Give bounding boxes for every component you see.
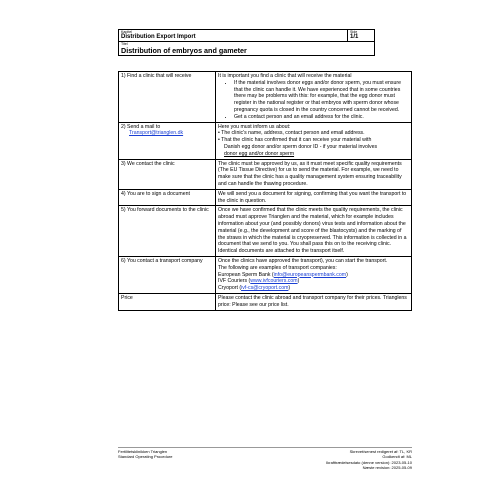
transport-company: [218, 278, 409, 285]
footer-left: [118, 449, 172, 460]
table-row: [119, 293, 412, 310]
description-cell: We will send you a document for signing, confirming that you want the transport to the clinic in question.: [216, 189, 412, 206]
list-item: • Get a contact person and an email address for the clinic.: [234, 114, 409, 121]
description-line: • That the clinic has confirmed that it can receive your material with: [218, 137, 372, 144]
description-cell: [216, 256, 412, 293]
description-line: Danish egg donor and/or sperm donor ID - if your material involves: [224, 143, 378, 150]
company-name: European Sperm Bank (: [218, 271, 274, 278]
document-title: Distribution of embryos and gameter: [121, 46, 247, 55]
table-row: [119, 189, 412, 206]
description-cell: Once we have confirmed that the clinic meets the quality requirements, the clinic abroad must approve Trianglen and the material, which for example includes information about your (and possibly donors) virus tests and information about the material (e.g., the development and score of the blastocysts) and the marking of the straws in which the material is cryopreserved. This information is collected in a document that we send to you. You shall pass this on to the receiving clinic. Identical documents are attached to the transport itself.: [216, 206, 412, 257]
company-name: IVF Couriers (: [218, 278, 251, 285]
company-paren: ): [346, 271, 348, 278]
step-text: 2) Send a mail to: [121, 123, 161, 130]
title-label: Titel: [121, 42, 128, 46]
company-link[interactable]: info@europeanspermbank.com: [273, 271, 347, 278]
step-cell: 5) You forward documents to the clinic: [119, 206, 216, 257]
description-cell: Please contact the clinic abroad and transport company for their prices. Trianglens price: Please see our price list.: [216, 293, 412, 310]
chapter-value: Distribution Export Import: [121, 34, 196, 40]
footer-right: [326, 449, 412, 471]
footer-divider: [118, 447, 412, 448]
footer-approver: Godkendt af: ML: [382, 454, 412, 460]
step-cell: 1) Find a clinic that will receive: [119, 72, 216, 123]
table-row: [119, 122, 412, 159]
page-value: 1/1: [350, 34, 359, 40]
description-cell: The clinic must be approved by us, as it must meet specific quality requirements (The EU Tissue Directive) for us to send the material. For example, we need to make sure that the clinic has a quality management system ensuring traceability and can handle the thawing procedure.: [216, 159, 412, 189]
page-cell: [348, 30, 375, 42]
description-cell: [216, 72, 412, 123]
table-row: [119, 72, 412, 123]
description-line: The following are examples of transport companies:: [218, 264, 337, 271]
description-line: donor egg and/or donor sperm: [224, 150, 295, 157]
document-header: [118, 29, 375, 56]
footer-doc-type: Standard Operating Procedure: [118, 454, 173, 460]
footer-next-revision: Næste revision: 2025-05-09: [362, 465, 412, 471]
company-paren: ): [297, 278, 300, 285]
email-link[interactable]: Transport@trianglen.dk: [129, 130, 184, 137]
title-cell: [119, 42, 375, 56]
table-row: [119, 206, 412, 257]
step-cell: Price: [119, 293, 216, 310]
description-line: Once the clinics have approved the transport), you can start the transport.: [218, 257, 388, 264]
description-intro: It is important you find a clinic that will receive the material: [218, 73, 352, 79]
company-link[interactable]: ivf-cs@cryoport.com: [241, 285, 289, 292]
step-cell: 4) You are to sign a document: [119, 189, 216, 206]
bullet-list: [218, 80, 409, 121]
description-line: Here you must inform us about:: [218, 123, 291, 130]
chapter-label: Kapitel: [121, 30, 132, 34]
company-link[interactable]: www.ivfcouriers.com: [250, 278, 298, 285]
page-label: Side: [350, 30, 358, 34]
description-cell: [216, 122, 412, 159]
chapter-cell: [119, 30, 348, 42]
table-row: [119, 159, 412, 189]
footer-author: Skrevet/senest redigeret af: TL, KR: [349, 449, 412, 454]
transport-company: [218, 285, 409, 292]
company-paren: ): [288, 285, 291, 292]
list-item: • If the material involves donor eggs and/or donor sperm, you must ensure that the clinic can handle it. We have experienced that in some countries there may be problems with this: for example, that the egg donor must register in the national register or that embryos with sperm donor whose pregnancy quota is closed in the country concerned cannot be received.: [234, 80, 409, 114]
description-line: • The clinic's name, address, contact person and email address.: [218, 130, 365, 137]
table-row: [119, 256, 412, 293]
procedure-table: [118, 71, 412, 311]
footer-effective-date: Ikrafttrædelsesdato (denne version): 2023-05-10: [326, 459, 412, 465]
step-cell: 6) You contact a transport company: [119, 256, 216, 293]
company-name: Cryoport (: [218, 285, 242, 292]
step-cell: 3) We contact the clinic: [119, 159, 216, 189]
transport-company: [218, 272, 409, 279]
footer-clinic: Fertilitetsklinikken Trianglen: [118, 449, 168, 454]
step-cell: [119, 122, 216, 159]
